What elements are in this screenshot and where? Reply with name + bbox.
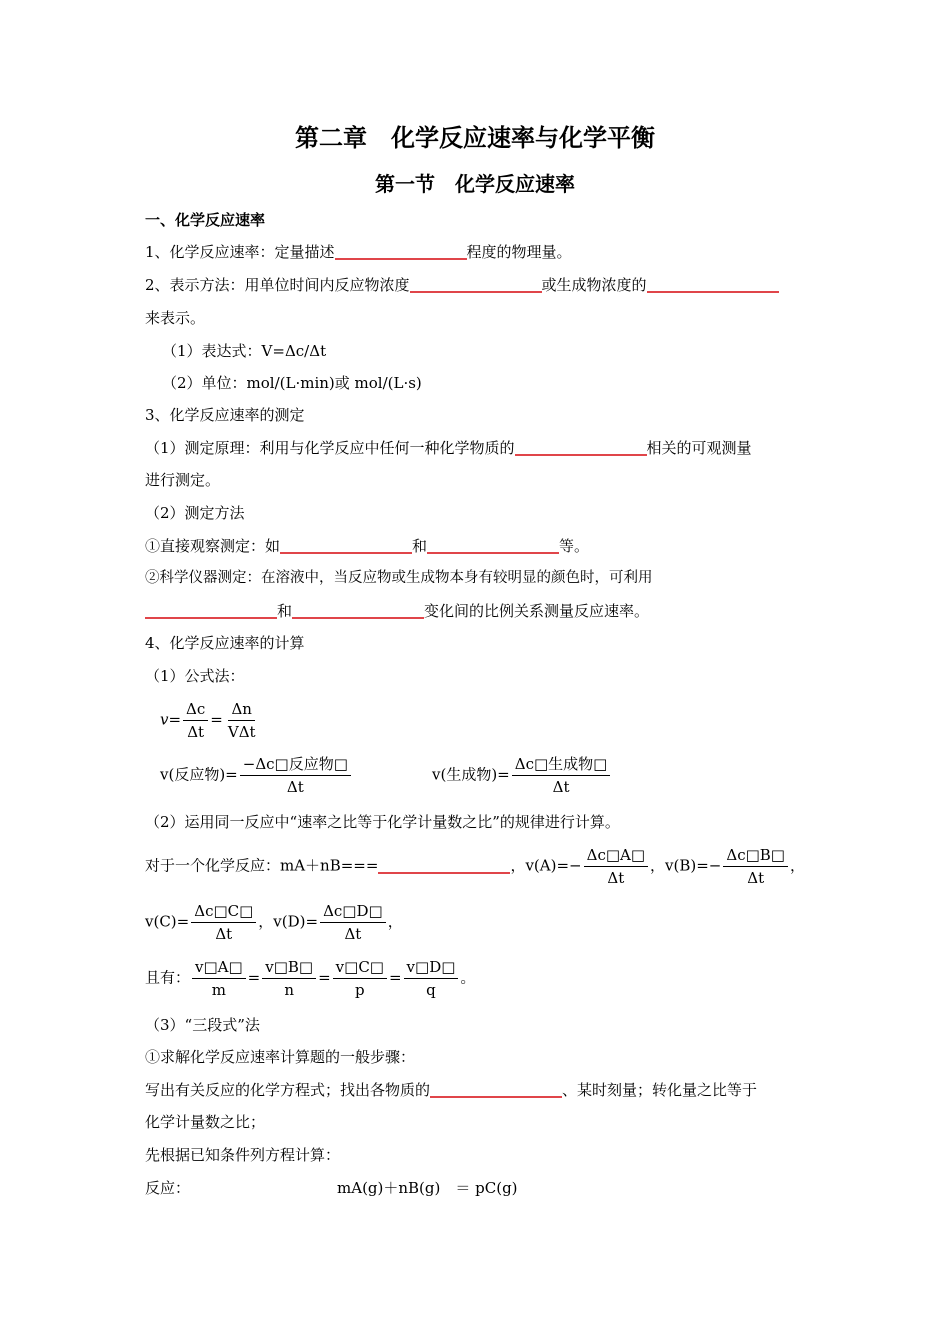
para-4-5: 写出有关反应的化学方程式；找出各物质的 、某时刻量；转化量之比等于 (145, 1081, 758, 1099)
para-2-1: （1）表达式：V=Δc/Δt (162, 342, 327, 360)
fraction: $\frac{v□B□}{n}$ (262, 958, 316, 999)
fraction: $\frac{\Delta c□D□}{\Delta t}$ (320, 902, 386, 943)
fraction: $\frac{\Delta c□C□}{\Delta t}$ (191, 902, 256, 943)
para-4-3: （3）“三段式”法 (145, 1016, 260, 1034)
para-4-2: （2）运用同一反应中“速率之比等于化学计量数之比”的规律进行计算。 (145, 813, 620, 831)
fraction: $\frac{\text{−Δc□反应物□}}{\Delta t}$ (240, 755, 351, 796)
fraction: $\frac{\text{Δc□生成物□}}{\Delta t}$ (512, 755, 611, 796)
para-4-1: （1）公式法： (145, 667, 245, 685)
para-4-5-cont: 化学计量数之比； (145, 1113, 266, 1131)
para-3-2: （2）测定方法 (145, 504, 245, 522)
para-3-4: ②科学仪器测定：在溶液中，当反应物或生成物本身有较明显的颜色时，可利用 (145, 570, 653, 586)
fraction: $\frac{\Delta c□B□}{\Delta t}$ (723, 846, 788, 887)
para-3: 3、化学反应速率的测定 (145, 406, 305, 424)
para-3-3: ①直接观察测定：如 和 等。 (145, 537, 590, 555)
para-4-6: 先根据已知条件列方程计算： (145, 1146, 341, 1164)
formula-1: v= $\frac{\Delta c}{\Delta t}$ = $\frac{\Delta n}{\text{VΔt}}$ (160, 700, 261, 741)
fill-blank[interactable] (292, 602, 424, 619)
para-2-2: （2）单位：mol/(L·min)或 mol/(L·s) (162, 374, 422, 392)
formula-4: v(C)= $\frac{\Delta c□C□}{\Delta t}$ ，v(D)= $\frac{\Delta c□D□}{\Delta t}$ ， (145, 902, 403, 943)
fraction: $\frac{\Delta n}{\text{VΔt}}$ (227, 700, 256, 741)
para-2-cont: 来表示。 (145, 309, 206, 327)
para-3-1-cont: 进行测定。 (145, 471, 221, 489)
formula-2a: v(反应物)= $\frac{\text{−Δc□反应物□}}{\Delta t}$ (160, 755, 353, 796)
fill-blank[interactable] (378, 857, 510, 874)
fill-blank[interactable] (647, 276, 779, 293)
fill-blank[interactable] (335, 243, 467, 260)
formula-5: 且有： $\frac{v□A□}{m}$ = $\frac{v□B□}{n}$ = $\frac{v□C□}{p}$ = $\frac{v□D□}{q}$ 。 (145, 958, 476, 999)
fill-blank[interactable] (430, 1081, 562, 1098)
para-3-1: （1）测定原理：利用与化学反应中任何一种化学物质的 相关的可观测量 (145, 439, 752, 457)
fill-blank[interactable] (280, 537, 412, 554)
para-3-4-cont: 和 变化间的比例关系测量反应速率。 (145, 601, 649, 621)
formula-3: 对于一个化学反应：mA＋nB=== ，v(A)=− $\frac{\Delta c□A□}{\Delta t}$ ，v(B)=− $\frac{\Delta c□B□}{\Delta t}$ ， (145, 846, 805, 887)
fraction: $\frac{v□C□}{p}$ (333, 958, 387, 999)
para-4-4: ①求解化学反应速率计算题的一般步骤： (145, 1048, 416, 1066)
fraction: $\frac{v□A□}{m}$ (192, 958, 246, 999)
fill-blank[interactable] (410, 276, 542, 293)
fill-blank[interactable] (427, 537, 559, 554)
chapter-title: 第二章 化学反应速率与化学平衡 (295, 123, 655, 152)
fraction: $\frac{\Delta c□A□}{\Delta t}$ (584, 846, 648, 887)
fill-blank[interactable] (515, 439, 647, 456)
para-1: 1、化学反应速率：定量描述 程度的物理量。 (145, 243, 572, 261)
fill-blank[interactable] (145, 602, 277, 619)
formula-2b: v(生成物)= $\frac{\text{Δc□生成物□}}{\Delta t}$ (432, 755, 612, 796)
fraction: $\frac{\Delta c}{\Delta t}$ (183, 700, 208, 741)
para-4: 4、化学反应速率的计算 (145, 634, 305, 652)
para-4-7: 反应： mA(g)＋nB(g) ＝ pC(g) (145, 1179, 518, 1197)
heading-1: 一、化学反应速率 (145, 211, 266, 229)
fraction: $\frac{v□D□}{q}$ (404, 958, 459, 999)
para-2: 2、表示方法：用单位时间内反应物浓度 或生成物浓度的 (145, 275, 779, 295)
section-title: 第一节 化学反应速率 (375, 172, 575, 196)
